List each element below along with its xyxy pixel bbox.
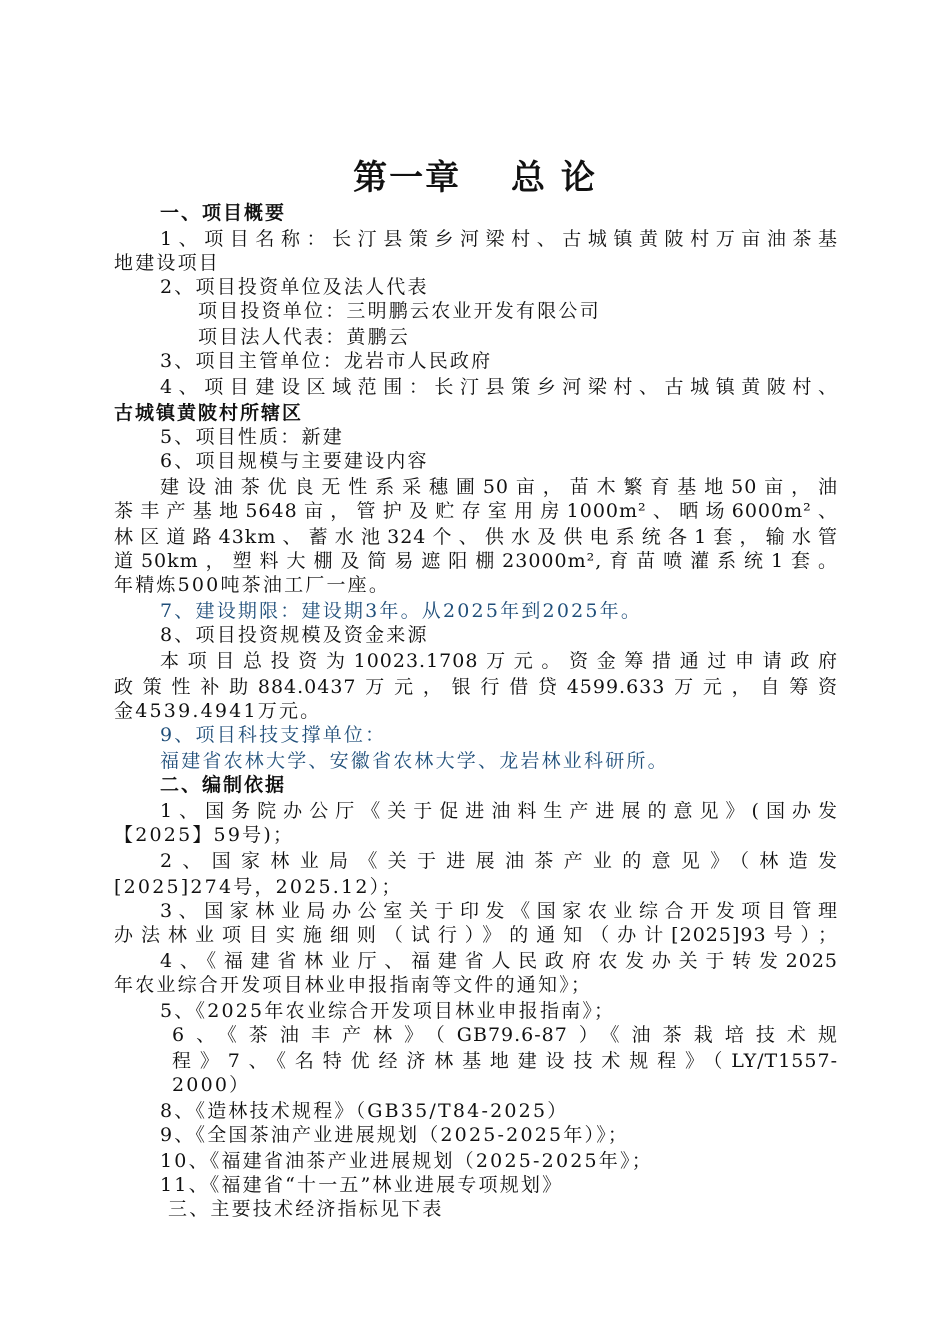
paragraph-line: 2000） [172,1074,251,1096]
paragraph-line: 程》7、《名特优经济林基地建设技术规程》（LY/T1557- [172,1050,838,1072]
paragraph-line: 年精炼500吨茶油工厂一座。 [114,574,391,596]
paragraph-line: [2025]274号，2025.12）； [114,876,403,898]
paragraph-line: 5、《2025年农业综合开发项目林业申报指南》； [160,1000,616,1022]
paragraph-line: 3、项目主管单位：龙岩市人民政府 [160,350,493,372]
paragraph-line: 福建省农林大学、安徽省农林大学、龙岩林业科研所。 [160,750,669,772]
paragraph-line: 2、国家林业局《关于进展油茶产业的意见》（林造发 [160,850,838,872]
paragraph-line: 6、项目规模与主要建设内容 [160,450,429,472]
section-heading: 一、项目概要 [160,202,287,224]
paragraph-line: 9、《全国茶油产业进展规划（2025-2025年）》； [160,1124,630,1146]
paragraph-line: 道50km，塑料大棚及简易遮阳棚23000m²,育苗喷灌系统1套。 [114,550,838,572]
paragraph-line: 项目投资单位：三明鹏云农业开发有限公司 [198,300,601,322]
paragraph-line: 本项目总投资为10023.1708万元。资金筹措通过申请政府 [160,650,838,672]
paragraph-line: 年农业综合开发项目林业申报指南等文件的通知》； [114,974,593,996]
paragraph-line: 3、国家林业局办公室关于印发《国家农业综合开发项目管理 [160,900,838,922]
paragraph-line: 政策性补助884.0437万元，银行借贷4599.633万元，自筹资 [114,676,838,698]
paragraph-line: 金4539.4941万元。 [114,700,322,722]
paragraph-line: 古城镇黄陂村所辖区 [114,402,304,424]
paragraph-line: 项目法人代表：黄鹏云 [198,326,411,348]
paragraph-line: 8、项目投资规模及资金来源 [160,624,429,646]
paragraph-line: 7、建设期限：建设期3年。从2025年到2025年。 [160,600,643,622]
paragraph-line: 9、项目科技支撑单位： [160,724,387,746]
paragraph-line: 地建设项目 [114,252,221,274]
paragraph-line: 10、《福建省油茶产业进展规划（2025-2025年》； [160,1150,653,1172]
paragraph-line: 林区道路43km、蓄水池324个、供水及供电系统各1套，输水管 [114,526,838,548]
paragraph-line: 5、项目性质：新建 [160,426,344,448]
paragraph-line: 11、《福建省“十一五”林业进展专项规划》 [160,1174,564,1196]
paragraph-line: 1、国务院办公厅《关于促进油料生产进展的意见》(国办发 [160,800,838,822]
section-heading: 二、编制依据 [160,774,287,796]
paragraph-line: 4、项目建设区域范围：长汀县策乡河梁村、古城镇黄陂村、 [160,376,838,398]
paragraph-line: 办法林业项目实施细则（试行）》的通知（办计[2025]93号）； [114,924,838,946]
paragraph-line: 建设油茶优良无性系采穗圃50亩，苗木繁育基地50亩，油 [160,476,838,498]
paragraph-line: 三、主要技术经济指标见下表 [168,1198,444,1220]
paragraph-line: 1、项目名称：长汀县策乡河梁村、古城镇黄陂村万亩油茶基 [160,228,838,250]
paragraph-line: 茶丰产基地5648亩，管护及贮存室用房1000m²、晒场6000m²、 [114,500,838,522]
paragraph-line: 【2025】59号)； [114,824,295,846]
paragraph-line: 6、《茶油丰产林》（GB79.6-87）《油茶栽培技术规 [172,1024,838,1046]
paragraph-line: 8、《造林技术规程》（GB35/T84-2025） [160,1100,569,1122]
paragraph-line: 4、《福建省林业厅、福建省人民政府农发办关于转发2025 [160,950,838,972]
chapter-title: 第一章 总 论 [353,158,597,198]
paragraph-line: 2、项目投资单位及法人代表 [160,276,429,298]
